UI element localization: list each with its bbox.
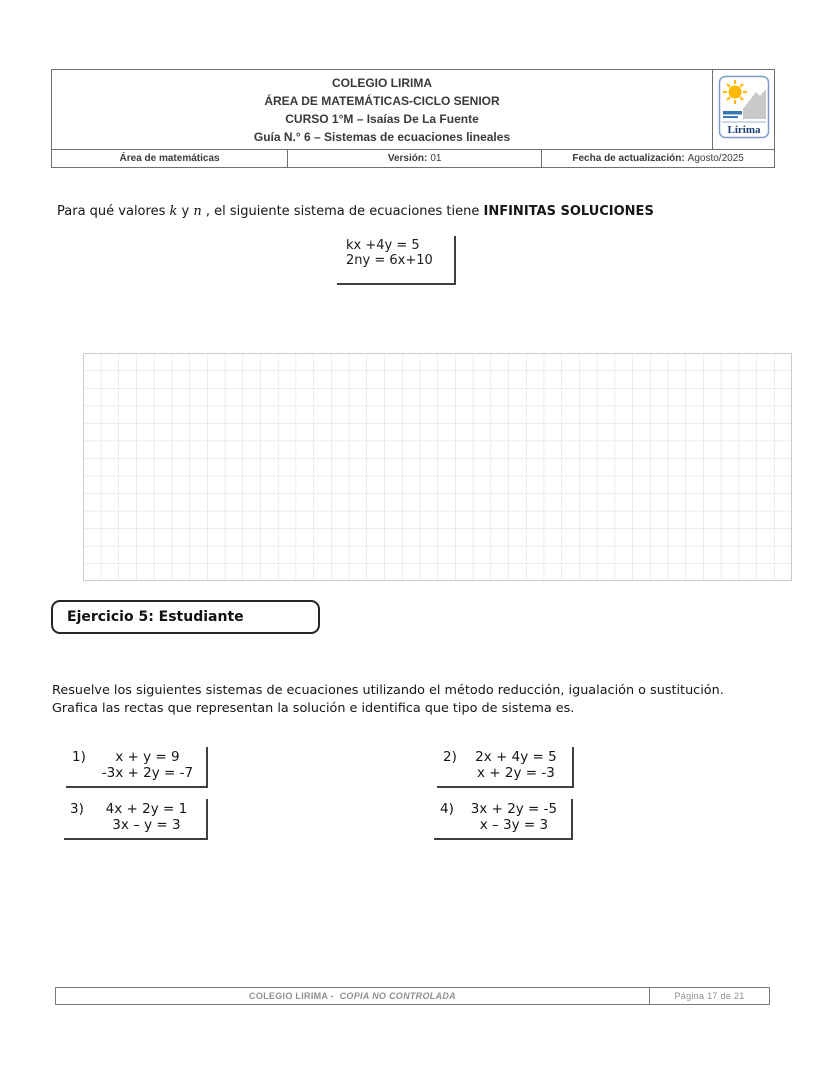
system-4-line-1: 3x + 2y = -5	[470, 801, 558, 817]
question-suffix: , el siguiente sistema de ecuaciones tiene	[201, 204, 484, 219]
system-1-equations	[95, 749, 200, 781]
system-1-line-2: -3x + 2y = -7	[101, 765, 194, 781]
system-1	[66, 747, 208, 788]
infinite-solutions-highlight: INFINITAS SOLUCIONES	[483, 204, 654, 219]
system-3-line-1: 4x + 2y = 1	[105, 801, 188, 817]
system-4-equations	[463, 801, 565, 833]
course-line: CURSO 1°M – Isaías De La Fuente	[285, 111, 479, 126]
header-title-cell	[52, 70, 712, 149]
variable-k: k	[169, 204, 178, 219]
update-date-label: Fecha de actualización:	[572, 153, 685, 164]
system-4-label: 4)	[440, 801, 454, 817]
meta-date-cell	[542, 150, 774, 167]
system-3	[64, 799, 208, 840]
guide-title-line: Guía N.° 6 – Sistemas de ecuaciones lineales	[253, 129, 511, 144]
exercise-title: Ejercicio 5: Estudiante	[67, 609, 244, 625]
department-line: ÁREA DE MATEMÁTICAS-CICLO SENIOR	[264, 93, 500, 108]
footer-table	[55, 987, 770, 1005]
footer-school-text: COLEGIO LIRIMA -	[249, 991, 340, 1001]
system-2-line-1: 2x + 4y = 5	[475, 749, 557, 765]
system-3-line-2: 3x – y = 3	[112, 817, 181, 833]
question-conjunction: y	[177, 204, 194, 219]
update-date-value: Agosto/2025	[687, 153, 744, 164]
meta-version-cell	[288, 150, 542, 167]
variable-n: n	[193, 204, 202, 219]
header-top-row	[52, 70, 774, 149]
system-2-line-2: x + 2y = -3	[477, 765, 555, 781]
instructions-line-2: Grafica las rectas que representan la solución e identifica que tipo de sistema es.	[52, 700, 575, 716]
logo-wordmark: Lirima	[727, 124, 760, 136]
footer-uncontrolled-copy-text: COPIA NO CONTROLADA	[339, 991, 456, 1001]
footer-page-cell	[649, 988, 769, 1004]
version-value: 01	[430, 153, 442, 164]
header-meta-row	[52, 149, 774, 167]
system-3-equations	[93, 801, 200, 833]
system-2-label: 2)	[443, 749, 457, 765]
exercise-title-box	[51, 600, 320, 634]
logo-cell	[712, 70, 774, 149]
equation-line-1: kx +4y = 5	[346, 238, 420, 253]
meta-area-cell	[52, 150, 288, 167]
page-number: Página 17 de 21	[674, 991, 745, 1001]
version-label: Versión:	[387, 153, 428, 164]
system-4	[434, 799, 573, 840]
area-label: Área de matemáticas	[119, 153, 220, 164]
system-4-line-2: x – 3y = 3	[479, 817, 549, 833]
instructions-paragraph	[52, 682, 786, 717]
graph-grid	[83, 353, 792, 585]
school-name: COLEGIO LIRIMA	[332, 75, 432, 90]
question-text	[57, 204, 654, 219]
school-logo-icon	[718, 75, 770, 144]
system-1-label: 1)	[72, 749, 86, 765]
instructions-line-1: Resuelve los siguientes sistemas de ecuaciones utilizando el método reducción, igualación o sustitución.	[52, 683, 724, 698]
equation-line-2: 2ny = 6x+10	[346, 253, 433, 268]
question-prefix: Para qué valores	[57, 204, 170, 219]
system-1-line-1: x + y = 9	[115, 749, 180, 765]
header-table	[51, 69, 775, 168]
system-2	[437, 747, 574, 788]
system-3-label: 3)	[70, 801, 84, 817]
system-2-equations	[466, 749, 566, 781]
equation-system-main	[337, 236, 456, 285]
footer-copy-cell	[56, 988, 649, 1004]
